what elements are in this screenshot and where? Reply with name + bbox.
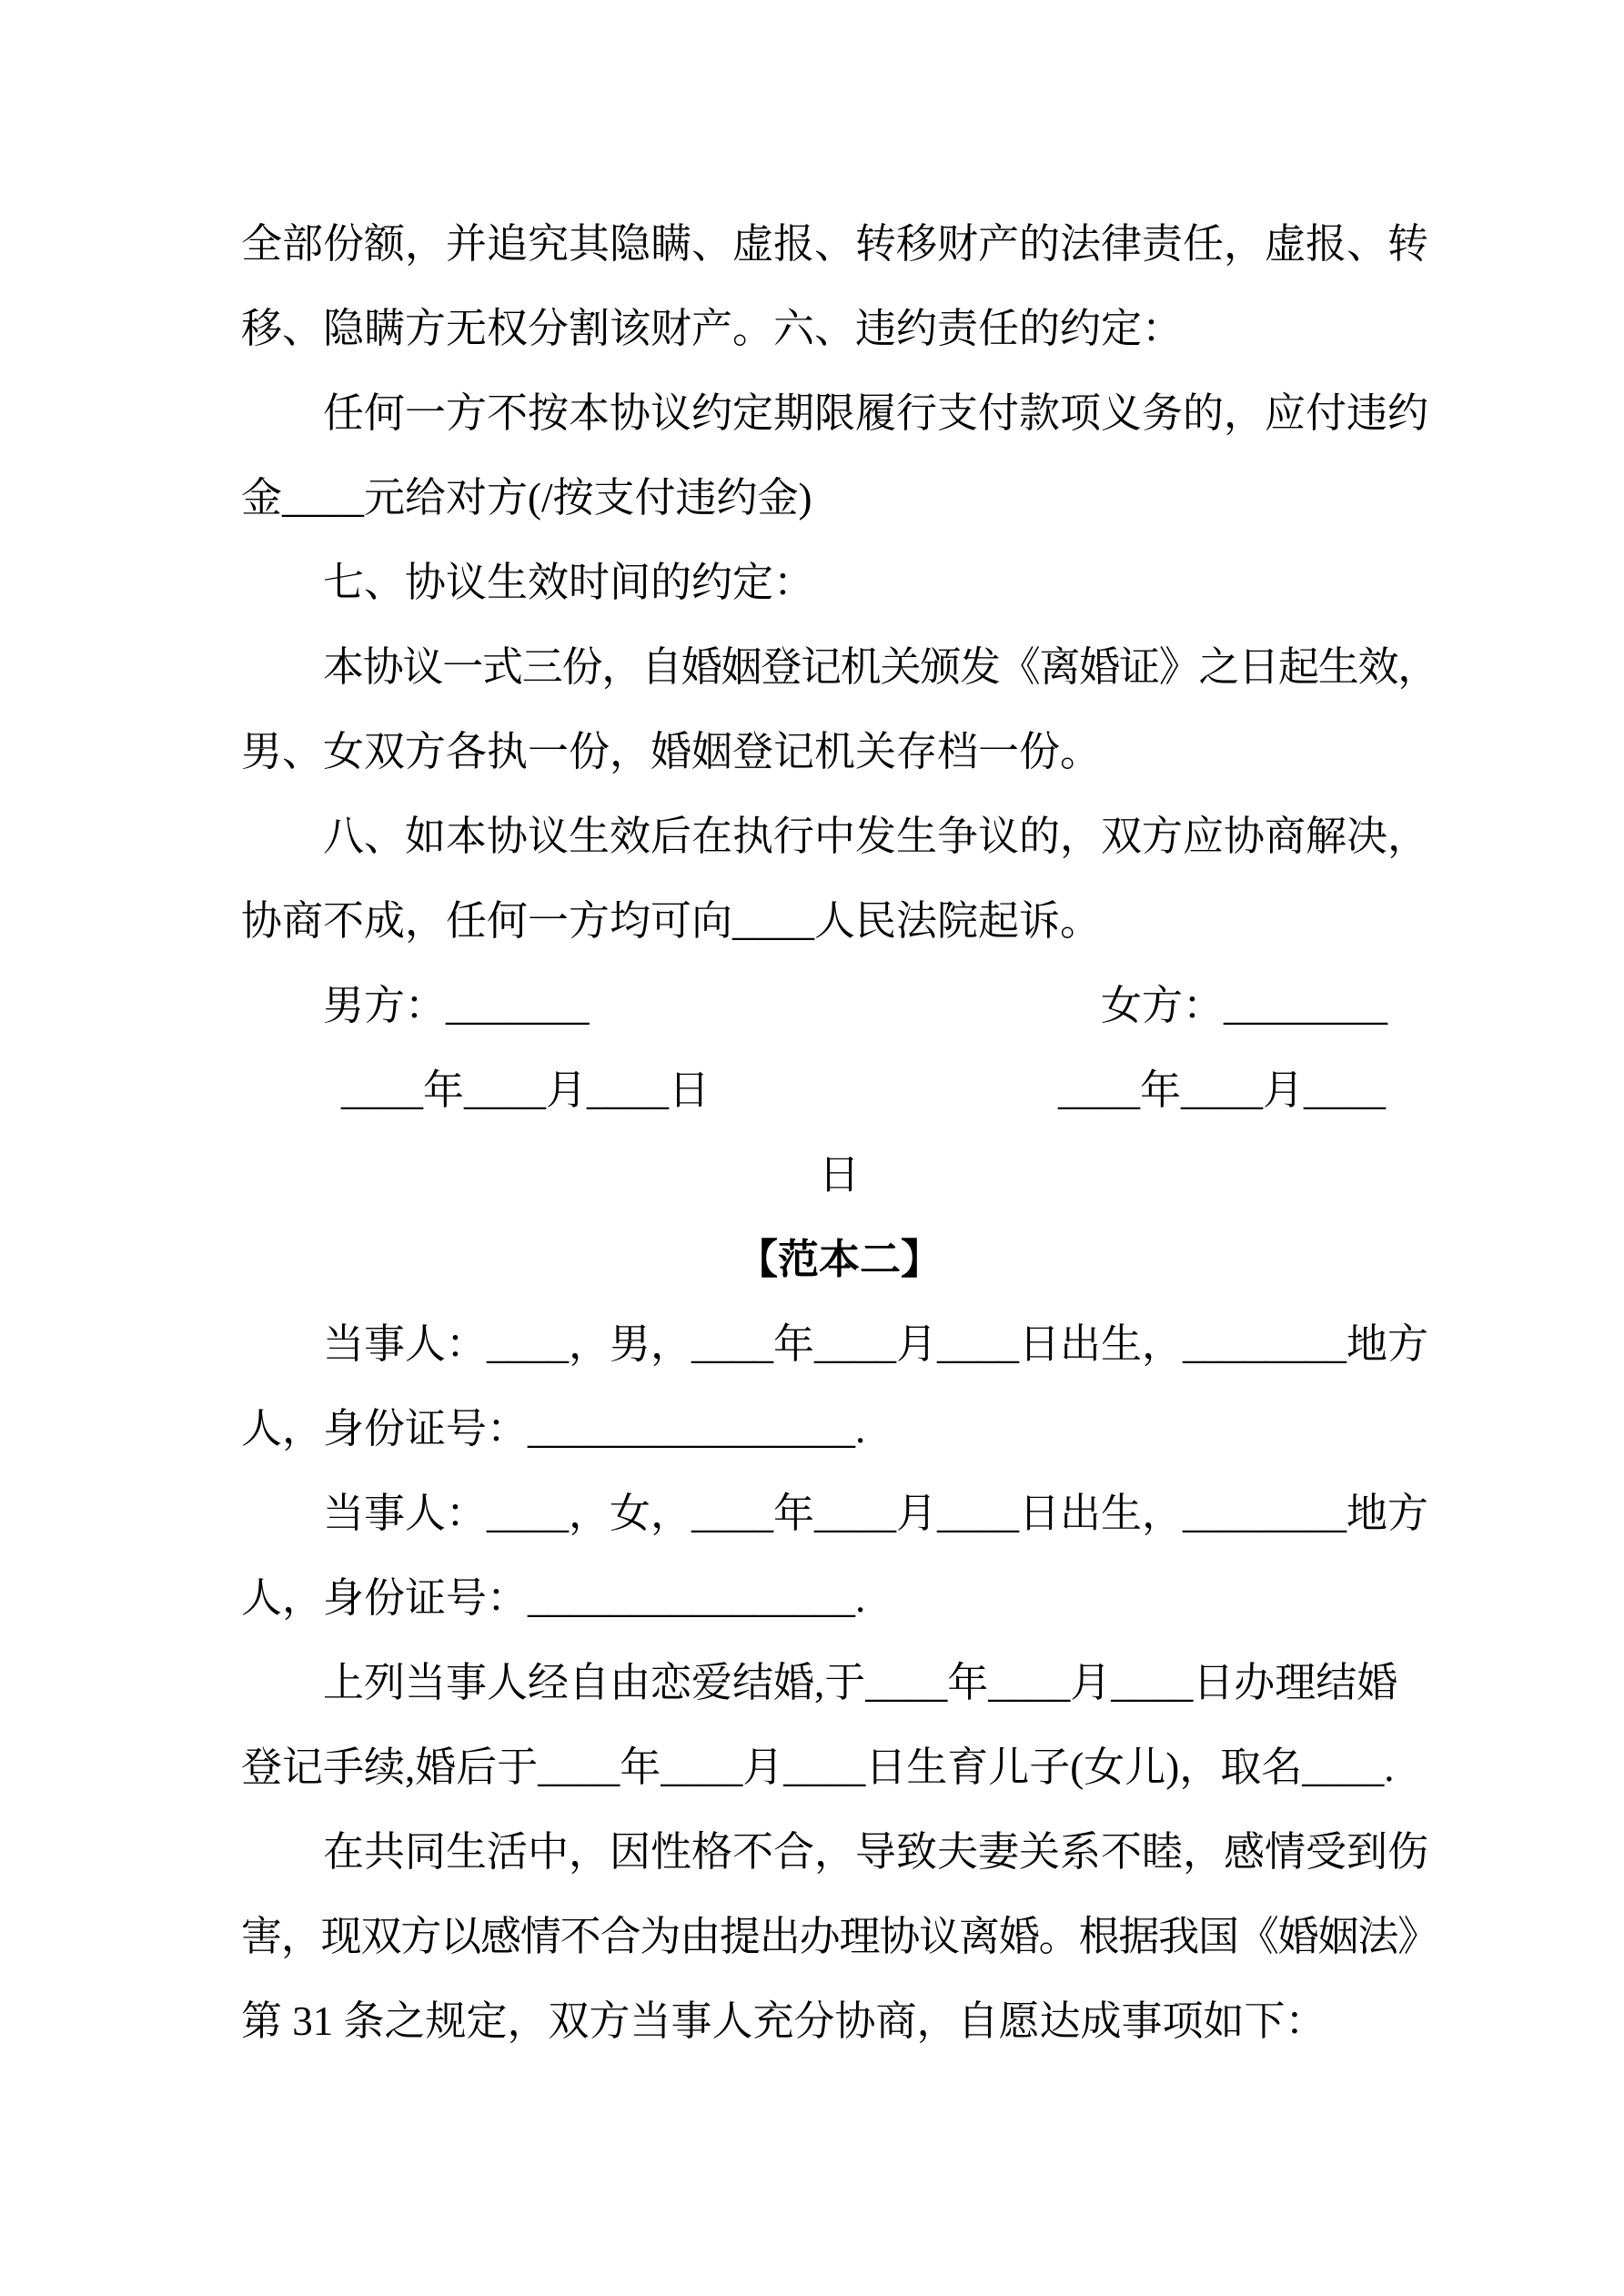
date-blank-left: ____年____月____日 (341, 1067, 711, 1113)
text-line: 八、如本协议生效后在执行中发生争议的，双方应协商解决， (323, 814, 1429, 859)
date-blank-right: ____年____月____ (1058, 1067, 1387, 1113)
text-line: 日 (818, 1152, 860, 1198)
text-line: 协商不成，任何一方均可向____人民法院起诉。 (241, 898, 1102, 944)
text-line: 当事人：____，男，____年____月____日出生，________地方 (323, 1321, 1429, 1367)
text-line: 移、隐瞒方无权分割该财产。六、违约责任的约定： (241, 306, 1184, 351)
text-line: 全部份额，并追究其隐瞒、虚报、转移财产的法律责任，虚报、转 (241, 221, 1429, 267)
text-line: 害，现双方以感情不合为由提出办理协议离婚。根据我国《婚姻法》 (241, 1914, 1438, 1959)
text-line: 人，身份证号：________________. (241, 1406, 866, 1451)
text-line: 上列当事人经自由恋爱结婚,于____年____月____日办理结婚 (323, 1660, 1398, 1705)
text-line: 七、协议生效时间的约定： (323, 560, 815, 605)
text-line: 任何一方不按本协议约定期限履行支付款项义务的，应付违约 (323, 390, 1429, 436)
text-line: 登记手续,婚后于____年____月____日生育儿子(女儿)，取名____. (241, 1745, 1395, 1790)
text-line: 男、女双方各执一份，婚姻登记机关存档一份。 (241, 729, 1102, 774)
text-line: 第 31 条之规定，双方当事人充分协商，自愿达成事项如下： (241, 1998, 1326, 2044)
text-line: 当事人：____，女，____年____月____日出生，________地方 (323, 1491, 1429, 1536)
section-title: 【范本二】 (736, 1237, 942, 1282)
text-line: 本协议一式三份，自婚姻登记机关颁发《离婚证》之日起生效， (323, 644, 1438, 690)
husband-signature-blank: 男方：_______ (323, 983, 590, 1028)
wife-signature-blank: 女方：________ (1101, 983, 1388, 1028)
signature-row (241, 964, 1437, 1048)
text-line: 在共同生活中，因性格不合，导致夫妻关系不睦，感情受到伤 (323, 1829, 1429, 1875)
text-line: 人，身份证号：________________. (241, 1575, 866, 1621)
date-row (241, 1048, 1437, 1133)
text-line: 金____元给对方(/按支付违约金) (241, 475, 812, 521)
